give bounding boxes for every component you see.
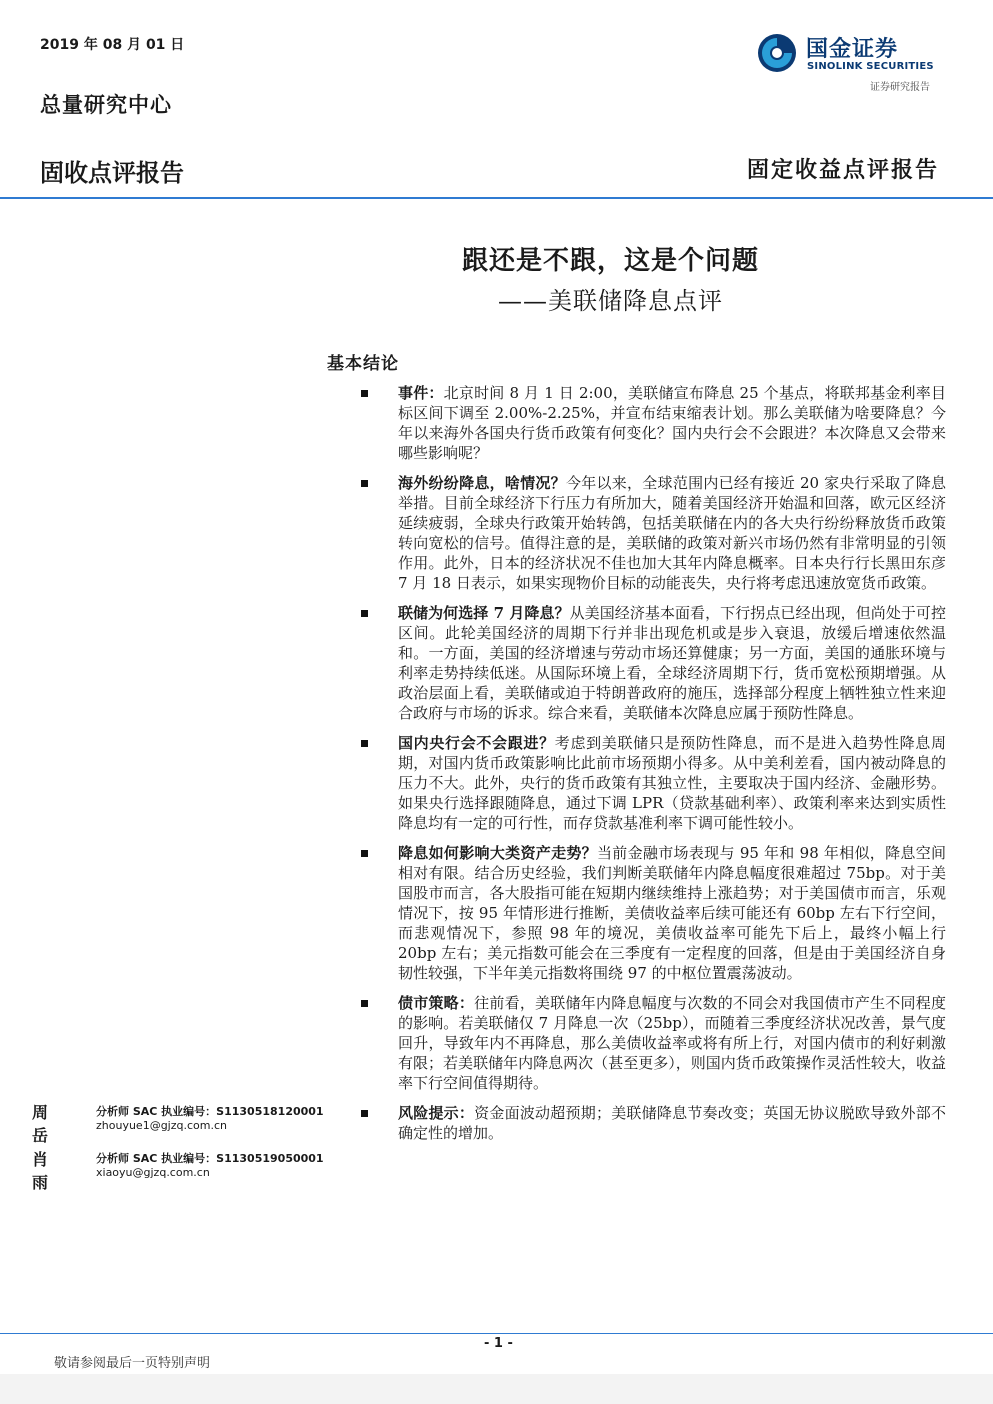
report-type-left: 固收点评报告	[40, 159, 184, 187]
bullet-text: 当前金融市场表现与 95 年和 98 年相似，降息空间相对有限。结合历史经验，我们判断美联储年内降息幅度很难超过 75bp。对于美国股市而言，各大股指可能在短期内继续维持上涨趋势；对于美国债市而言，乐观情况下，按 95 年情形进行推断，美债收益率后续可能还有 60bp 左右下行空间，而悲观情况下，参照 98 年的境况，美债收益率可能先下后上，最终小幅上行 20bp 左右；美元指数可能会在三季度有一定程度的回落，但是由于美国经济自身韧性较强，下半年美元指数将围绕 97 的中枢位置震荡波动。	[398, 844, 946, 982]
analyst-name: 肖雨	[32, 1150, 49, 1192]
footer-divider	[0, 1333, 993, 1334]
bullet-text: 资金面波动超预期；美联储降息节奏改变；英国无协议脱欧导致外部不确定性的增加。	[398, 1104, 946, 1142]
bullet-item	[358, 473, 946, 593]
header-divider	[0, 197, 993, 199]
analyst-sac-number: 分析师 SAC 执业编号：S1130518120001	[96, 1105, 324, 1118]
logo-circle-icon	[756, 32, 798, 74]
research-center: 总量研究中心	[40, 92, 172, 117]
report-title: 跟还是不跟，这是个问题	[462, 246, 760, 276]
bullet-lead: 事件：	[398, 384, 444, 402]
bullet-lead: 债市策略：	[398, 994, 475, 1012]
bullet-square-icon	[361, 850, 368, 857]
bullet-item	[358, 993, 946, 1093]
bullet-lead: 国内央行会不会跟进？	[398, 734, 555, 752]
page-number: - 1 -	[484, 1336, 513, 1351]
logo-subtitle: 证券研究报告	[870, 82, 930, 93]
logo-chinese-name: 国金证券	[806, 37, 899, 62]
logo-english-name: SINOLINK SECURITIES	[807, 61, 934, 72]
bullet-item	[358, 603, 946, 723]
bullet-square-icon	[361, 1110, 368, 1117]
conclusion-list	[358, 383, 946, 1153]
company-logo	[756, 30, 946, 78]
report-subtitle: ——美联储降息点评	[498, 287, 723, 315]
bullet-lead: 联储为何选择 7 月降息？	[398, 604, 570, 622]
analyst-name: 周岳	[32, 1103, 49, 1145]
analyst-email: zhouyue1@gjzq.com.cn	[96, 1119, 227, 1132]
bottom-band	[0, 1374, 993, 1404]
analyst-email: xiaoyu@gjzq.com.cn	[96, 1166, 210, 1179]
bullet-text: 考虑到美联储只是预防性降息，而不是进入趋势性降息周期，对国内货币政策影响比此前市场预期小得多。从中美利差看，国内被动降息的压力不大。此外，央行的货币政策有其独立性，主要取决于国内经济、金融形势。如果央行选择跟随降息，通过下调 LPR（贷款基础利率）、政策利率来达到实质性降息均有一定的可行性，而存贷款基准利率下调可能性较小。	[398, 734, 946, 832]
analyst-sac-number: 分析师 SAC 执业编号：S1130519050001	[96, 1152, 324, 1165]
bullet-lead: 降息如何影响大类资产走势？	[398, 844, 597, 862]
bullet-text: 往前看，美联储年内降息幅度与次数的不同会对我国债市产生不同程度的影响。若美联储仅 7 月降息一次（25bp），而随着三季度经济状况改善，景气度回升，导致年内不再降息，那么美债收益率或将有所上行，对国内债市的利好刺激有限；若美联储年内降息两次（甚至更多），则国内货币政策操作灵活性较大，收益率下行空间值得期待。	[398, 994, 946, 1092]
bullet-item	[358, 843, 946, 983]
bullet-square-icon	[361, 610, 368, 617]
bullet-item	[358, 733, 946, 833]
bullet-square-icon	[361, 480, 368, 487]
footer-disclaimer-note: 敬请参阅最后一页特别声明	[54, 1356, 211, 1371]
section-heading: 基本结论	[327, 354, 399, 374]
bullet-text: 从美国经济基本面看，下行拐点已经出现，但尚处于可控区间。此轮美国经济的周期下行并非出现危机或是步入衰退，放缓后增速依然温和。一方面，美国的经济增速与劳动市场还算健康；另一方面，美国的通胀环境与利率走势持续低迷。从国际环境上看，全球经济周期下行，货币宽松预期增强。从政治层面上看，美联储或迫于特朗普政府的施压，选择部分程度上牺牲独立性来迎合政府与市场的诉求。综合来看，美联储本次降息应属于预防性降息。	[398, 604, 946, 722]
bullet-lead: 风险提示：	[398, 1104, 475, 1122]
report-type-right: 固定收益点评报告	[746, 157, 939, 183]
bullet-square-icon	[361, 1000, 368, 1007]
bullet-item	[358, 383, 946, 463]
bullet-square-icon	[361, 390, 368, 397]
bullet-lead: 海外纷纷降息，啥情况？	[398, 474, 566, 492]
bullet-item	[358, 1103, 946, 1143]
bullet-square-icon	[361, 740, 368, 747]
report-date: 2019 年 08 月 01 日	[40, 37, 185, 53]
bullet-text: 北京时间 8 月 1 日 2:00，美联储宣布降息 25 个基点，将联邦基金利率目标区间下调至 2.00%-2.25%，并宣布结束缩表计划。那么美联储为啥要降息？今年以来海外各国央行货币政策有何变化？国内央行会不会跟进？本次降息又会带来哪些影响呢？	[398, 384, 946, 462]
bullet-text: 今年以来，全球范围内已经有接近 20 家央行采取了降息举措。目前全球经济下行压力有所加大，随着美国经济开始温和回落，欧元区经济延续疲弱，全球央行政策开始转鸽，包括美联储在内的各大央行纷纷释放货币政策转向宽松的信号。值得注意的是，美联储的政策对新兴市场仍然有非常明显的引领作用。此外，日本的经济状况不佳也加大其年内降息概率。日本央行行长黑田东彦 7 月 18 日表示，如果实现物价目标的动能丧失，央行将考虑迅速放宽货币政策。	[398, 474, 946, 592]
